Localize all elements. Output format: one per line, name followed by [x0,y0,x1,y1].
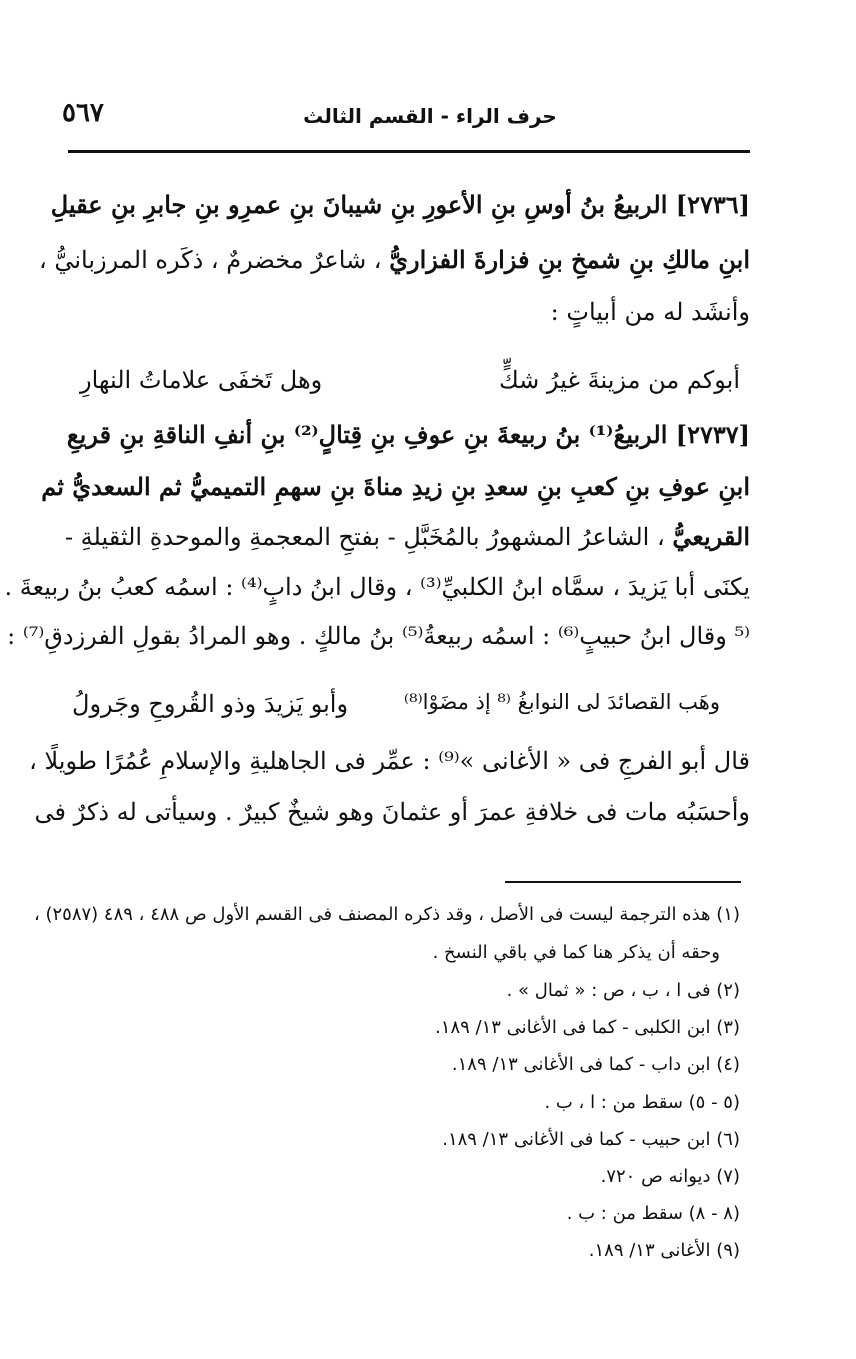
entry-2737-line-1: [٢٧٣٧] الربيعُ⁽¹⁾ بنُ ربيعةَ بنِ عوفِ بنِ قِتالٍ⁽²⁾ بنِ أنفِ الناقةِ بنِ قريعِ [66,420,750,449]
footnote-9: (٩) الأغانى ١٣/ ١٨٩. [588,1240,740,1261]
footnote-7: (٧) ديوانه ص ٧٢٠. [600,1166,740,1187]
entry-2736-name-end: ابنِ مالكِ بنِ شمخِ بنِ فزارةَ الفزاريُّ [389,245,750,274]
entry-2737-line-5: ⁽⁵ وقال ابنُ حبيبٍ⁽⁶⁾ : اسمُه ربيعةُ⁽⁵⁾ بنُ مالكٍ . وهو المرادُ بقولِ الفرزدقِ⁽⁷⁾ : [7,622,750,650]
entry-2737-line-3 [60,522,750,551]
footnote-5: (٥ - ٥) سقط من : ا ، ب . [544,1092,740,1113]
verse-1-first-hemistich: أبوكم من مزينةَ غيرُ شكٍّ [498,366,740,394]
footnote-8: (٨ - ٨) سقط من : ب . [566,1203,740,1224]
footnote-rule [505,881,741,883]
entry-2736-line-3: وأنشَد له من أبياتٍ : [550,298,750,326]
footnote-1-cont: وحقه أن يذكر هنا كما في باقي النسخ . [432,942,720,963]
footnote-1: (١) هذه الترجمة ليست فى الأصل ، وقد ذكره المصنف فى القسم الأول ص ٤٨٨ ، ٤٨٩ (٢٥٨٧) ، [33,904,740,925]
entry-2736-description: ، شاعرٌ مخضرمٌ ، ذكَره المرزبانيُّ ، [39,246,382,274]
footnote-4: (٤) ابن داب - كما فى الأغانى ١٣/ ١٨٩. [451,1054,740,1075]
verse-2-first-hemistich: وهَب القصائدَ لى النوابغُ ⁽⁸ إذ مضَوْا⁽⁸⁾ [403,690,720,714]
page-number: ٥٦٧ [62,98,104,128]
running-header: حرف الراء - القسم الثالث [303,104,557,128]
entry-2737-line-2: ابنِ عوفِ بنِ كعبِ بنِ سعدِ بنِ زيدِ مناةَ بنِ سهمِ التميميُّ ثم السعديُّ ثم [41,472,750,501]
entry-2737-nisba: القريعيُّ [672,522,750,551]
entry-2736-line-2 [39,245,750,274]
entry-2737-cont-line-2: وأحسَبُه مات فى خلافةِ عمرَ أو عثمانَ وهو شيخٌ كبيرٌ . وسيأتى له ذكرٌ فى [34,798,750,826]
verse-1-second-hemistich: وهل تَخفَى علاماتُ النهارِ [80,366,323,394]
footnote-3: (٣) ابن الكلبى - كما فى الأغانى ١٣/ ١٨٩. [435,1017,740,1038]
footnote-2: (٢) فى ا ، ب ، ص : « ثمال » . [506,980,740,1001]
entry-2737-description: ، الشاعرُ المشهورُ بالمُخَبَّلِ - بفتحِ المعجمةِ والموحدةِ الثقيلةِ - [64,523,665,551]
verse-2-second-hemistich: وأبو يَزيدَ وذو القُروحِ وجَرولُ [72,690,349,718]
entry-2736-line-1: [٢٧٣٦] الربيعُ بنُ أوسِ بنِ الأعورِ بنِ شيبانَ بنِ عمرِو بنِ جابرِ بنِ عقيلِ [50,190,750,219]
entry-2737-line-4: يكنَى أبا يَزيدَ ، سمَّاه ابنُ الكلبيِّ⁽³⁾ ، وقال ابنُ دابٍ⁽⁴⁾ : اسمُه كعبُ بنُ ربيعةَ . [4,573,750,601]
footnote-6: (٦) ابن حبيب - كما فى الأغانى ١٣/ ١٨٩. [442,1129,740,1150]
entry-2737-cont-line-1: قال أبو الفرجِ فى « الأغانى »⁽⁹⁾ : عمِّر فى الجاهليةِ والإسلامِ عُمُرًا طويلًا ، [29,747,750,775]
header-rule [68,150,750,153]
